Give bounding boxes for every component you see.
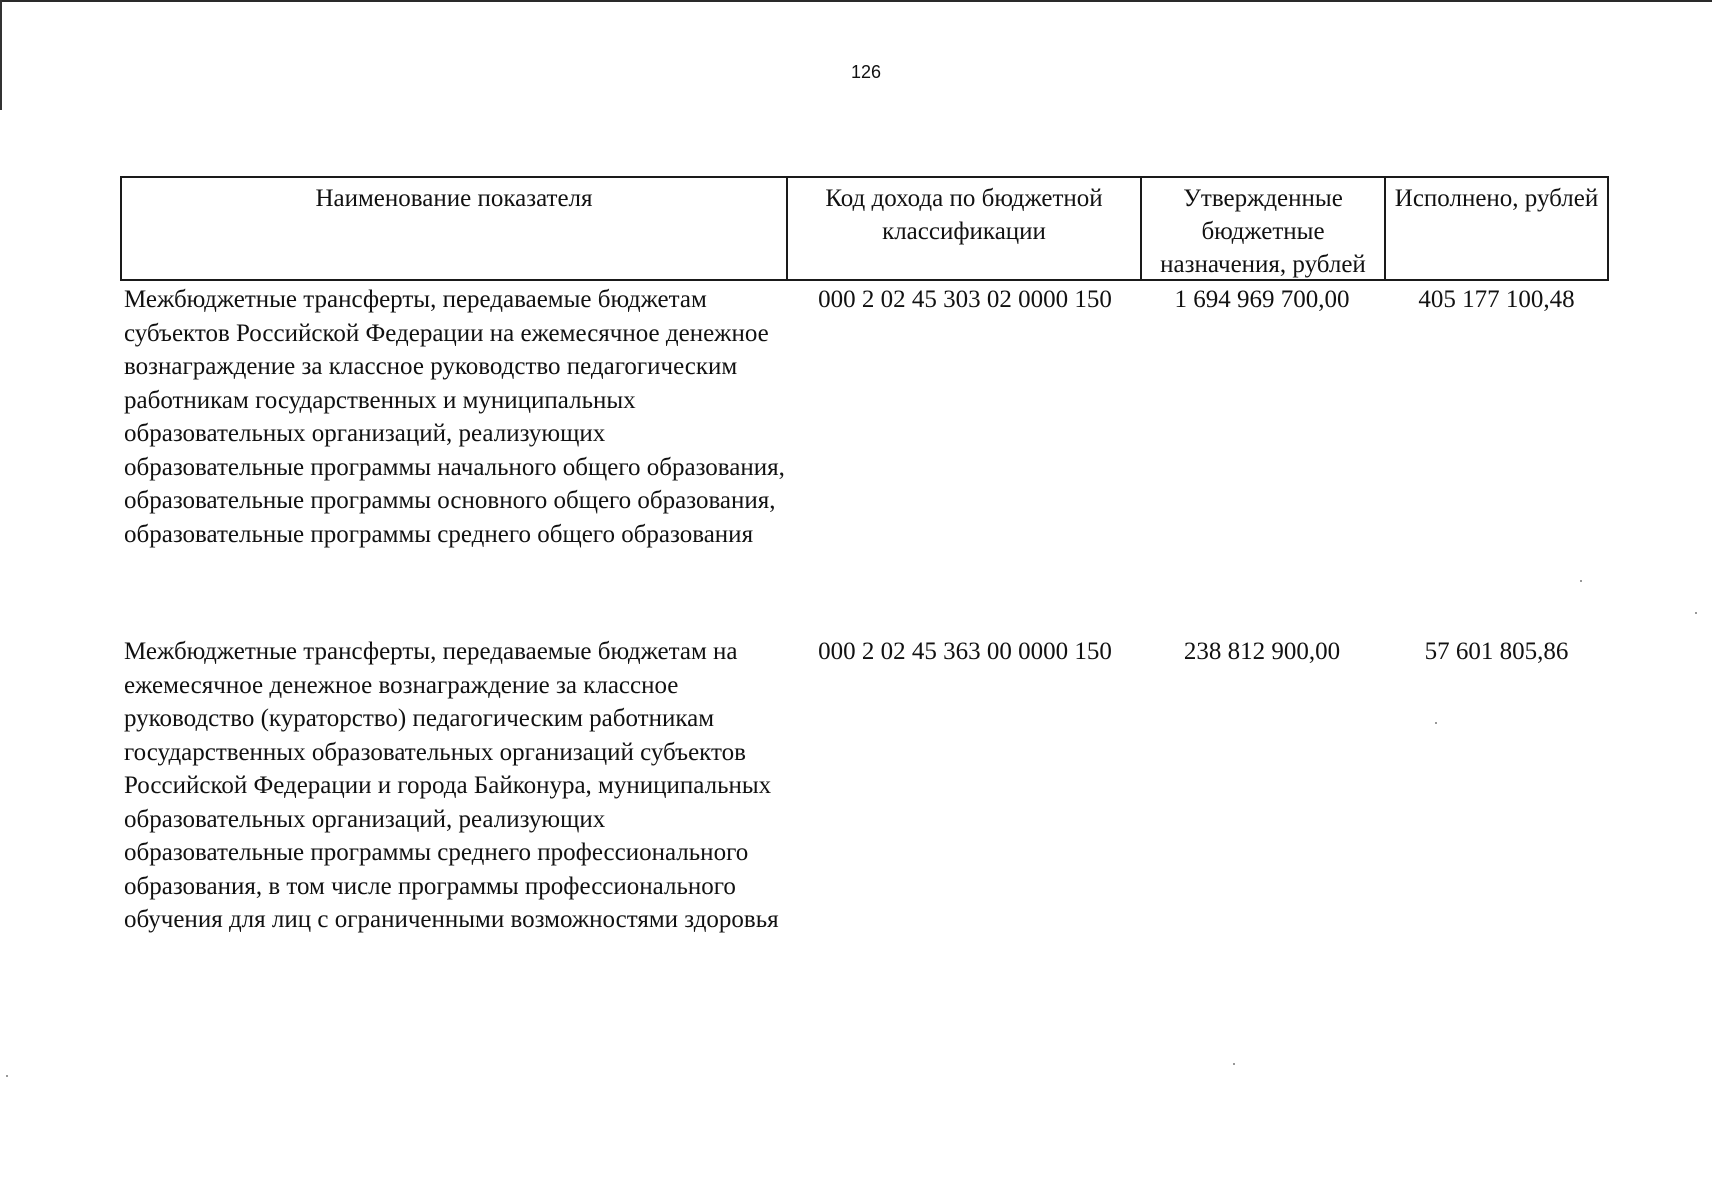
- row-income-code: 000 2 02 45 363 00 0000 150: [818, 638, 1112, 665]
- row-approved-amount: 1 694 969 700,00: [1174, 286, 1350, 313]
- table-row: [120, 635, 1609, 937]
- row-approved-amount: 238 812 900,00: [1183, 638, 1341, 665]
- row-indicator-name: Межбюджетные трансферты, передаваемые бюджетам субъектов Российской Федерации на ежемесячное денежное вознаграждение за классное руководство педагогическим работникам государственных и муниципальных образовательных организаций, реализующих образовательные программы начального общего образования, образовательные программы основного общего образования, образовательные программы среднего общего образования: [124, 286, 785, 548]
- header-approved-amount: Утвержденные бюджетные назначения, рублей: [1142, 178, 1386, 279]
- row-income-code: 000 2 02 45 303 02 0000 150: [818, 286, 1112, 313]
- scan-speck: [1435, 722, 1437, 724]
- header-indicator-name: Наименование показателя: [122, 178, 788, 279]
- scan-speck: [1580, 580, 1582, 582]
- scan-border-left: [0, 0, 2, 110]
- page-number: 126: [850, 62, 882, 82]
- scan-speck: [1233, 1063, 1235, 1065]
- header-income-code: Код дохода по бюджетной классификации: [788, 178, 1142, 279]
- table-row: [120, 283, 1609, 551]
- table-header: [120, 176, 1609, 281]
- row-indicator-name: Межбюджетные трансферты, передаваемые бюджетам на ежемесячное денежное вознаграждение за классное руководство (кураторство) педагогическим работникам государственных образовательных организаций субъектов Российской Федерации и города Байконура, муниципальных образовательных организаций, реализующих образовательные программы среднего профессионального образования, в том числе программы профессионального обучения для лиц с ограниченными возможностями здоровья: [124, 638, 779, 933]
- scan-speck: [1695, 612, 1697, 614]
- scan-border-top: [0, 0, 1712, 2]
- row-executed-amount: 57 601 805,86: [1424, 638, 1569, 665]
- row-executed-amount: 405 177 100,48: [1418, 286, 1575, 313]
- header-executed-amount: Исполнено, рублей: [1394, 185, 1599, 212]
- scan-speck: [6, 1075, 8, 1077]
